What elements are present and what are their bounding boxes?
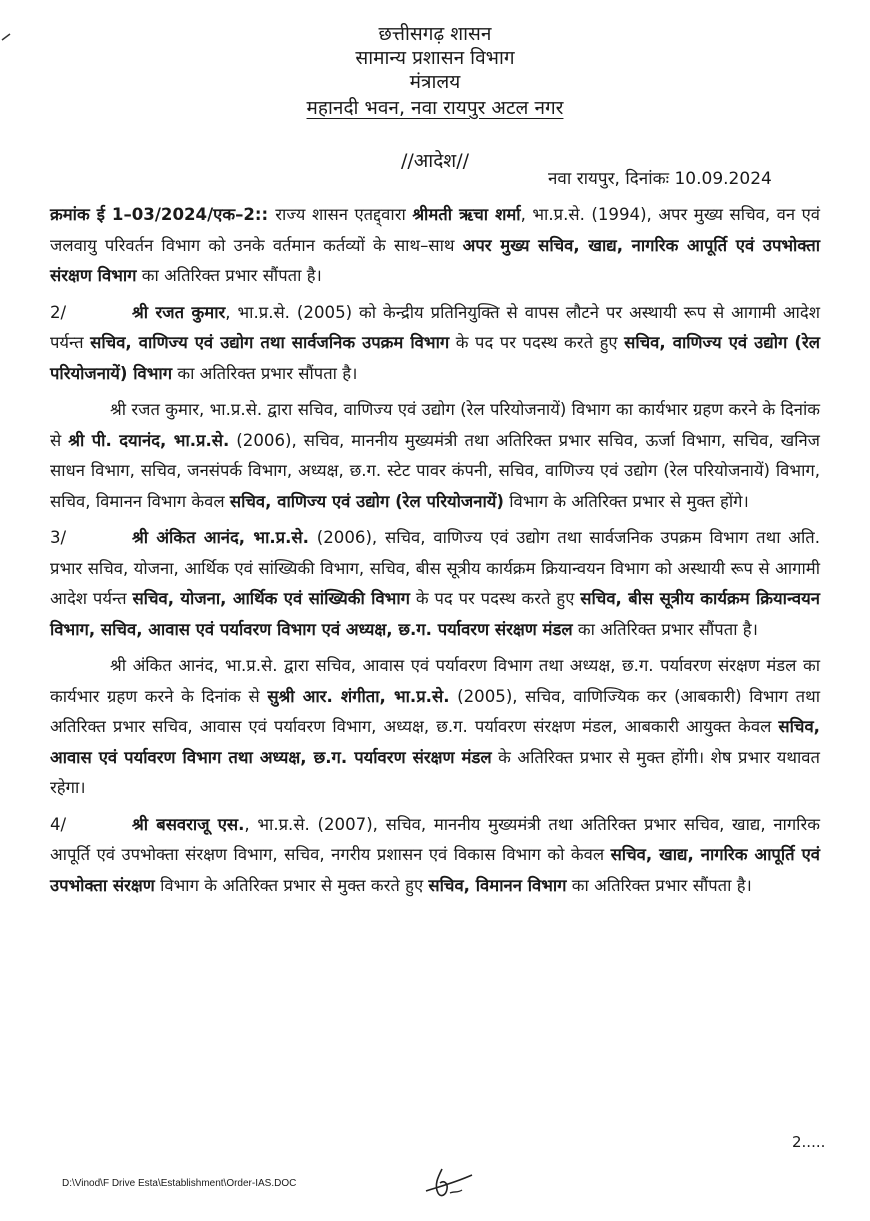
order-number: क्रमांक ई 1–03/2024/एक–2::	[50, 205, 276, 224]
signature-icon	[420, 1163, 480, 1203]
p4-text-1: , भा.प्र.से. (2007), सचिव, माननीय मुख्यमंत्री तथा अतिरिक्त प्रभार सचिव, खाद्य, नागरिक आपूर्ति एवं उपभोक्ता संरक्षण विभाग, सचिव, नगरीय प्रशासन एवं विकास विभाग को केवल	[50, 814, 820, 864]
p4-text-2: विभाग के अतिरिक्त प्रभार से मुक्त करते हुए	[154, 875, 429, 895]
order-body	[50, 200, 820, 907]
p4-bold-1: श्री बसवराजू एस.	[132, 814, 245, 834]
p2b-bold-2: सचिव, वाणिज्य एवं उद्योग (रेल परियोजनायें)	[229, 491, 504, 511]
p2-bold-2: सचिव, वाणिज्य एवं उद्योग तथा सार्वजनिक उपक्रम विभाग	[90, 333, 450, 352]
paragraph-number-2: 2/	[50, 302, 67, 322]
p1-bold-2: अपर मुख्य सचिव, खाद्य, नागरिक आपूर्ति एवं उपभोक्ता संरक्षण विभाग	[50, 235, 820, 285]
p3b-text-1: श्री अंकित आनंद, भा.प्र.से. द्वारा सचिव, आवास एवं पर्यावरण विभाग तथा अध्यक्ष, छ.ग. पर्यावरण संरक्षण मंडल का कार्यभार ग्रहण करने के दिनांक से	[50, 656, 820, 706]
p3-text-1: (2006), सचिव, वाणिज्य एवं उद्योग तथा सार्वजनिक उपक्रम विभाग तथा अति. प्रभार सचिव, योजना, आर्थिक एवं सांख्यिकी विभाग, सचिव, बीस सूत्रीय कार्यक्रम क्रियान्वयन विभाग को अस्थायी रूप से आगामी आदेश पर्यन्त	[50, 528, 820, 608]
p3b-bold-2: सचिव, आवास एवं पर्यावरण विभाग तथा अध्यक्ष, छ.ग. पर्यावरण संरक्षण मंडल	[50, 717, 820, 767]
paragraph-number-4: 4/	[50, 814, 67, 834]
p3b-text-3: के अतिरिक्त प्रभार से मुक्त होंगी। शेष प्रभार यथावत रहेगा।	[50, 747, 820, 797]
p4-bold-3: सचिव, विमानन विभाग	[428, 875, 567, 895]
p2b-bold-1: श्री पी. दयानंद, भा.प्र.से.	[68, 430, 230, 450]
p2-bold-1: श्री रजत कुमार	[132, 302, 226, 322]
paragraph-2b	[50, 395, 820, 517]
next-page-indicator: 2.....	[792, 1133, 826, 1151]
file-path: D:\Vinod\F Drive Esta\Establishment\Order-IAS.DOC	[62, 1178, 297, 1189]
p2-bold-3: सचिव, वाणिज्य एवं उद्योग (रेल परियोजनायें) विभाग	[50, 333, 820, 383]
p2-text-2: के पद पर पदस्थ करते हुए	[449, 333, 625, 352]
department-name: सामान्य प्रशासन विभाग	[355, 47, 515, 69]
p1-text-3: का अतिरिक्त प्रभार सौंपता है।	[136, 266, 322, 285]
paragraph-3b	[50, 651, 820, 804]
p3-bold-1: श्री अंकित आनंद, भा.प्र.से.	[132, 528, 309, 547]
p4-text-3: का अतिरिक्त प्रभार सौंपता है।	[566, 875, 752, 895]
p2b-text-2: (2006), सचिव, माननीय मुख्यमंत्री तथा अतिरिक्त प्रभार सचिव, ऊर्जा विभाग, सचिव, खनिज साधन विभाग, सचिव, जनसंपर्क विभाग, अध्यक्ष, छ.ग. स्टेट पावर कंपनी, सचिव, वाणिज्य एवं उद्योग (रेल परियोजनायें) विभाग, सचिव, विमानन विभाग केवल	[50, 430, 820, 511]
government-name: छत्तीसगढ़ शासन	[378, 23, 492, 45]
p3b-bold-1: सुश्री आर. शंगीता, भा.प्र.से.	[267, 686, 450, 706]
p2-text-1: , भा.प्र.से. (2005) को केन्द्रीय प्रतिनियुक्ति से वापस लौटने पर अस्थायी रूप से आगामी आदेश पर्यन्त	[50, 302, 820, 352]
p2b-text-1: श्री रजत कुमार, भा.प्र.से. द्वारा सचिव, वाणिज्य एवं उद्योग (रेल परियोजनायें) विभाग का कार्यभार ग्रहण करने के दिनांक से	[50, 400, 820, 450]
paragraph-3	[50, 523, 820, 645]
p1-bold-1: श्रीमती ऋचा शर्मा	[412, 205, 521, 224]
p3-bold-2: सचिव, योजना, आर्थिक एवं सांख्यिकी विभाग	[132, 589, 410, 608]
p3b-text-2: (2005), सचिव, वाणिज्यिक कर (आबकारी) विभाग तथा अतिरिक्त प्रभार सचिव, आवास एवं पर्यावरण विभाग, अध्यक्ष, छ.ग. पर्यावरण संरक्षण मंडल, आबकारी आयुक्त केवल	[50, 686, 820, 736]
p2-text-3: का अतिरिक्त प्रभार सौंपता है।	[172, 363, 358, 383]
p4-bold-2: सचिव, खाद्य, नागरिक आपूर्ति एवं उपभोक्ता संरक्षण	[50, 845, 820, 895]
paragraph-number-3: 3/	[50, 528, 67, 547]
paragraph-2	[50, 298, 820, 390]
p3-bold-3: सचिव, बीस सूत्रीय कार्यक्रम क्रियान्वयन विभाग, सचिव, आवास एवं पर्यावरण विभाग एवं अध्यक्ष, छ.ग. पर्यावरण संरक्षण मंडल	[50, 589, 820, 639]
p2b-text-3: विभाग के अतिरिक्त प्रभार से मुक्त होंगे।	[503, 491, 749, 511]
place-date: नवा रायपुर, दिनांकः 10.09.2024	[548, 169, 772, 189]
p3-text-2: के पद पर पदस्थ करते हुए	[409, 589, 581, 608]
paragraph-4	[50, 810, 820, 902]
office-name: मंत्रालय	[409, 71, 461, 93]
paragraph-1	[50, 200, 820, 292]
p1-text-2: , भा.प्र.से. (1994), अपर मुख्य सचिव, वन एवं जलवायु परिवर्तन विभाग को उनके वर्तमान कर्तव्यों के साथ–साथ	[50, 205, 820, 255]
order-title: //आदेश//	[400, 150, 470, 172]
p1-text-1: राज्य शासन एतद्द्वारा	[275, 205, 413, 224]
p3-text-3: का अतिरिक्त प्रभार सौंपता है।	[572, 619, 758, 639]
office-address: महानदी भवन, नवा रायपुर अटल नगर	[306, 97, 564, 119]
